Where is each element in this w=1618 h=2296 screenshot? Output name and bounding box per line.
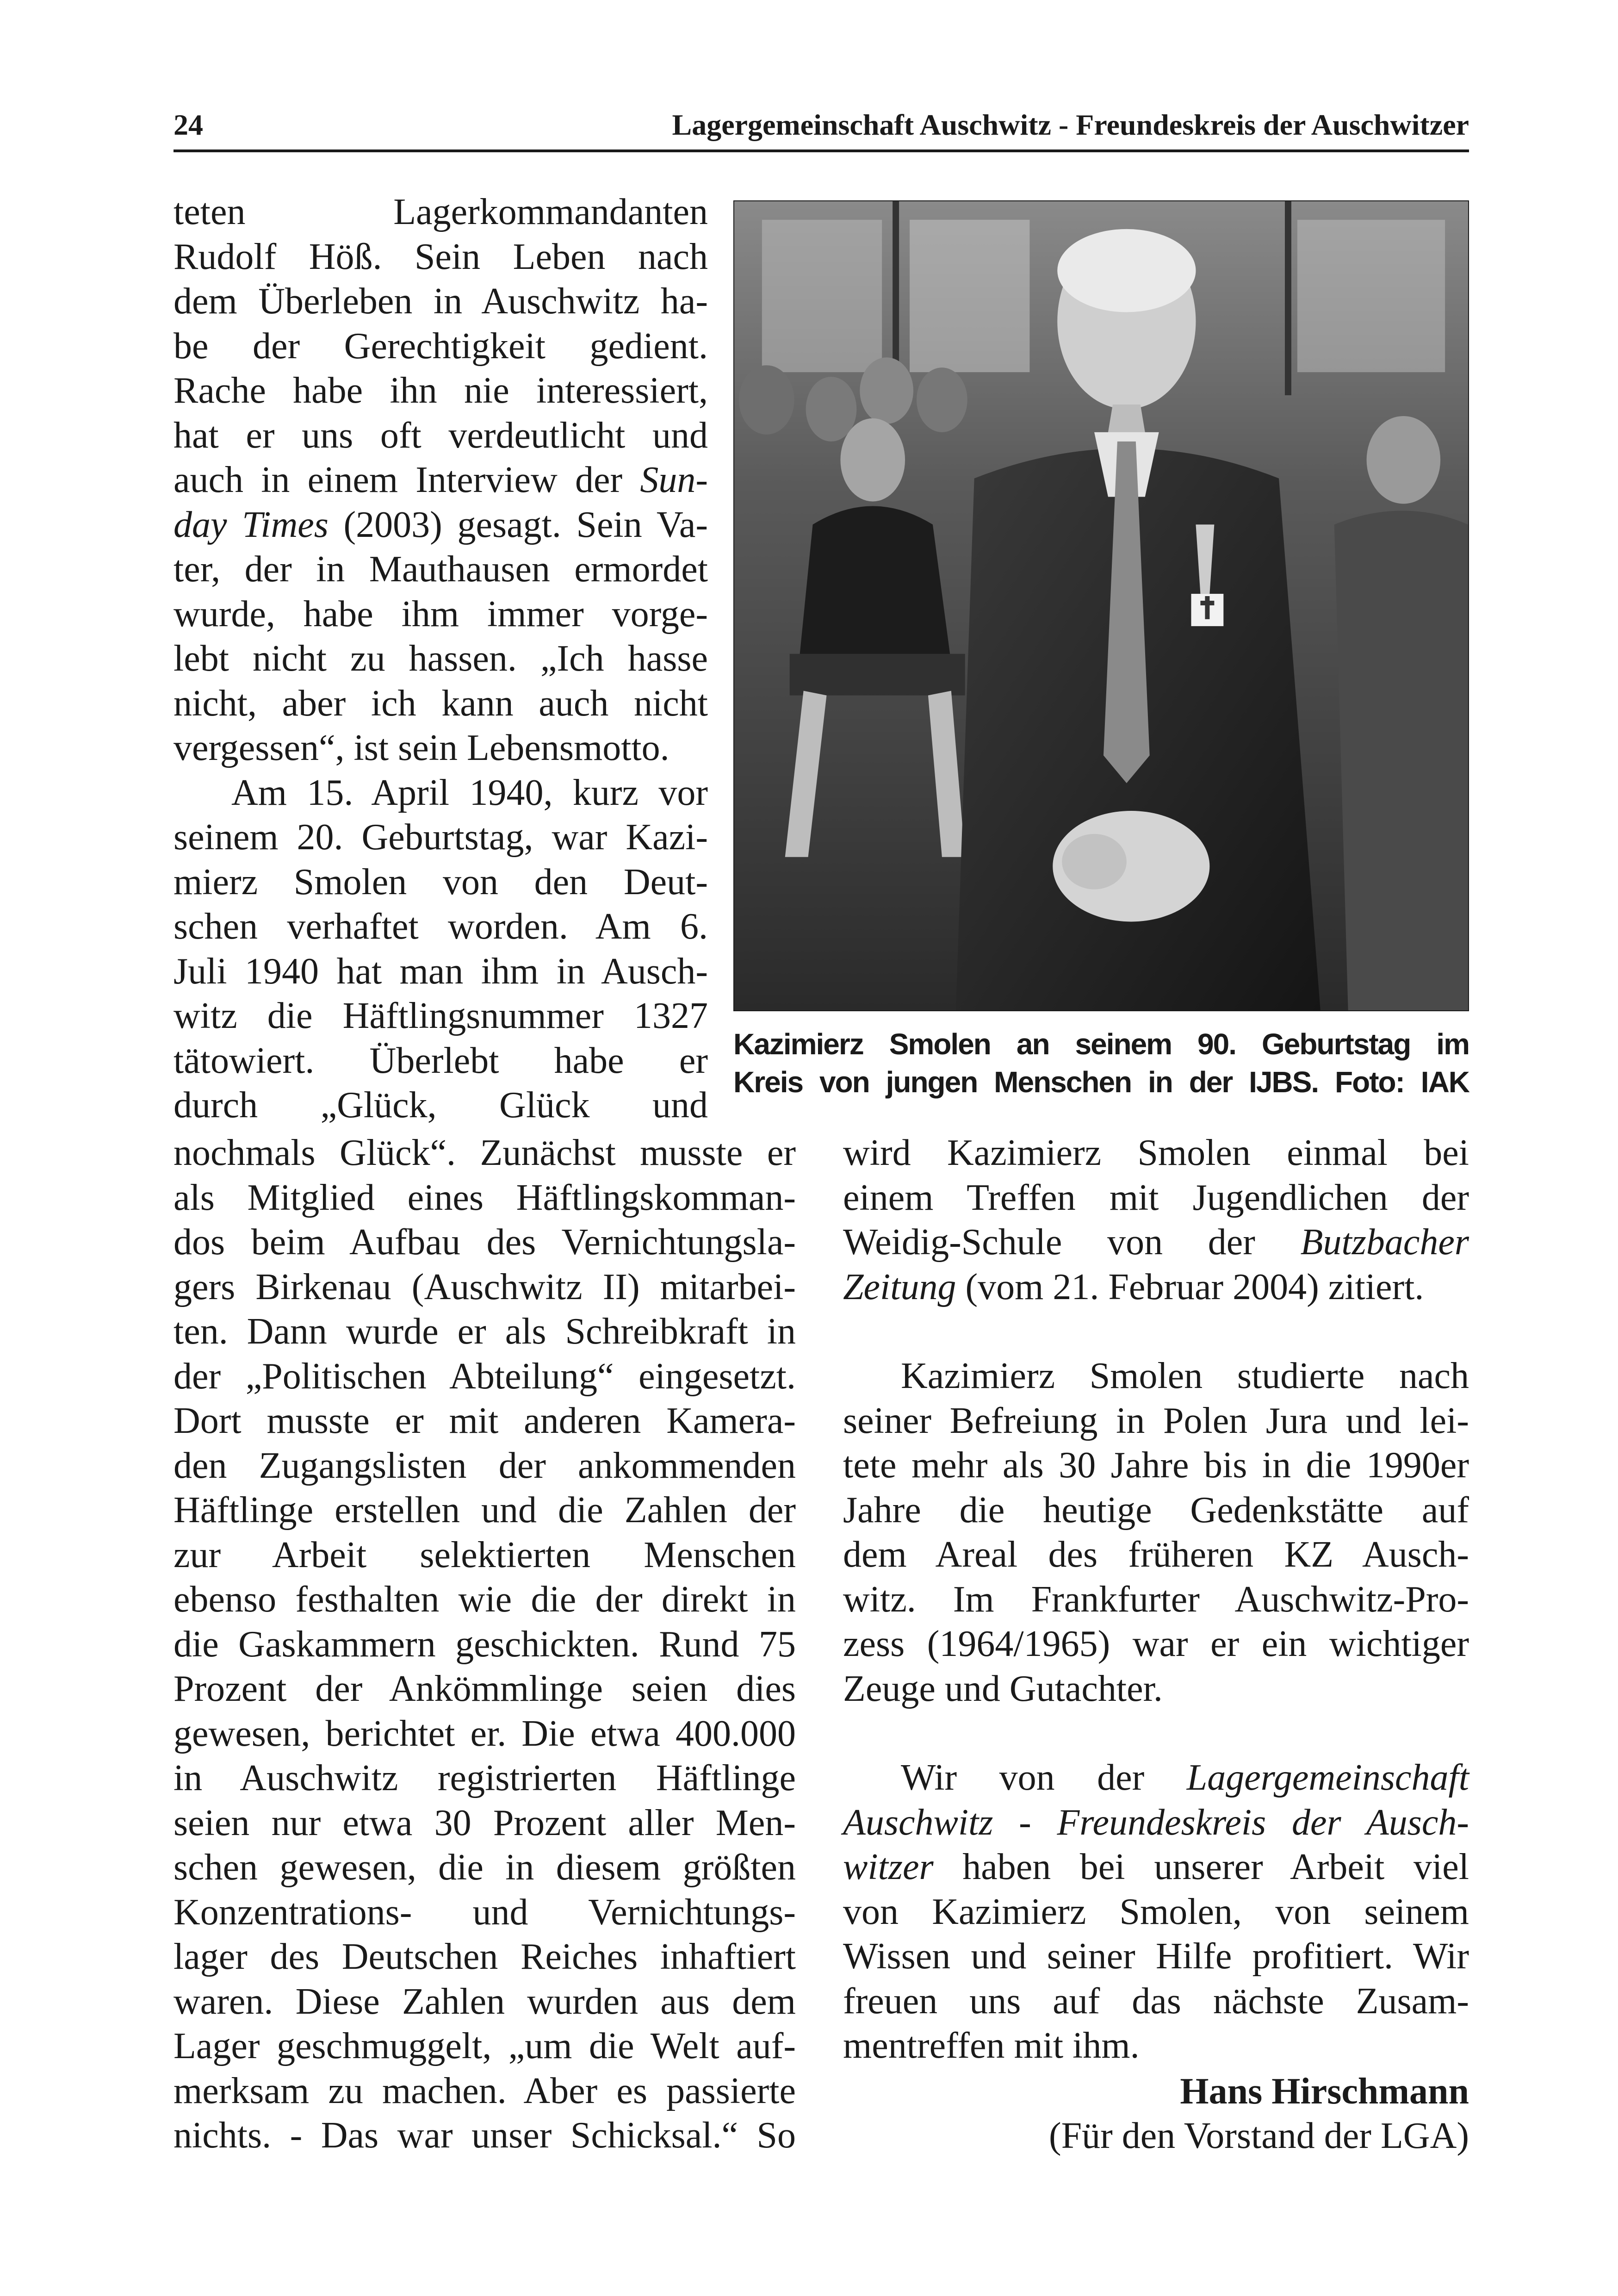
text-line: lebt nicht zu hassen. „Ich hasse [174,638,708,679]
text-line: nicht, aber ich kann auch nicht [174,683,708,724]
text-line: witz. Im Frankfurter Auschwitz-Pro- [843,1579,1469,1620]
text-line: ter, der in Mauthausen ermordet [174,549,708,590]
text-line: Zeitung (vom 21. Februar 2004) zitiert. [843,1266,1424,1307]
paragraph-gap [843,1309,1469,1354]
text-line: zur Arbeit selektierten Menschen [174,1534,796,1575]
text-line: be der Gerechtigkeit gedient. [174,325,708,367]
photo-caption [733,1025,1469,1101]
text-line [843,1800,1469,1845]
text-line: Rache habe ihn nie interessiert, [174,370,708,411]
text-line: als Mitglied eines Häftlingskomman- [174,1177,796,1218]
text-line: seiner Befreiung in Polen Jura und lei- [843,1400,1469,1441]
text-line: lager des Deutschen Reiches inhaftiert [174,1936,796,1977]
text-line: witzer haben bei unserer Arbeit viel [843,1847,1469,1887]
text-line: schen verhaftet worden. Am 6. [174,906,708,947]
italic-title: witzer [843,1847,934,1887]
text-line: dos beim Aufbau des Vernichtungsla- [174,1222,796,1263]
text-line: Häftlinge erstellen und die Zahlen der [174,1490,796,1531]
text-line: seien nur etwa 30 Prozent aller Men- [174,1802,796,1843]
italic-title: Sun- [640,460,708,500]
text-line: wurde, habe ihm immer vorge- [174,593,708,635]
left-column-top [174,190,708,1128]
text-line: zess (1964/1965) war er ein wichtiger [843,1624,1469,1664]
page-header [174,104,1469,146]
text-line: day Times (2003) gesagt. Sein Va- [174,504,708,545]
text-line: schen gewesen, die in diesem größten [174,1847,796,1888]
text-line: Rudolf Höß. Sein Leben nach [174,236,708,277]
text-line: waren. Diese Zahlen wurden aus dem [174,1981,796,2022]
text-line: dem Überleben in Auschwitz ha- [174,281,708,322]
photo-kazimierz-smolen [733,200,1469,1011]
text-line: Dort musste er mit anderen Kamera- [174,1400,796,1441]
text-line: von Kazimierz Smolen, von seinem [843,1891,1469,1932]
page-number: 24 [174,108,203,141]
left-column-bottom [174,1131,796,2158]
running-title: Lagergemeinschaft Auschwitz - Freundeskreis der Auschwitzer [672,108,1469,141]
text-line: ebenso festhalten wie die der direkt in [174,1579,796,1620]
text-line: der „Politischen Abteilung“ eingesetzt. [174,1356,796,1397]
text-line: witz die Häftlingsnummer 1327 [174,996,708,1036]
text-line: Prozent der Ankömmlinge seien dies [174,1668,796,1709]
right-column [843,1131,1469,2068]
text-line: die Gaskammern geschickten. Rund 75 [174,1624,796,1665]
signature-role: (Für den Vorstand der LGA) [1048,2116,1469,2156]
text-line: nichts. - Das war unser Schicksal.“ So [174,2115,796,2156]
italic-title: Lagergemeinschaft [1186,1757,1469,1798]
text-line: Konzentrations- und Vernichtungs- [174,1892,796,1933]
text-line: hat er uns oft verdeutlicht und [174,415,708,456]
text-line: dem Areal des früheren KZ Ausch- [843,1534,1469,1575]
text-line: gers Birkenau (Auschwitz II) mitarbei- [174,1266,796,1307]
italic-title: Auschwitz - Freundeskreis der Ausch- [843,1802,1469,1843]
caption-line: Kreis von jungen Menschen in der IJBS. Foto: IAK [733,1065,1469,1099]
text-line: einem Treffen mit Jugendlichen der [843,1177,1469,1218]
text-line: Kazimierz Smolen studierte nach [901,1356,1469,1396]
italic-title: day Times [174,504,329,545]
text-line: Juli 1940 hat man ihm in Ausch- [174,951,708,992]
text-line: in Auschwitz registrierten Häftlinge [174,1758,796,1798]
text-line: Lager geschmuggelt, „um die Welt auf- [174,2026,796,2066]
text-line: mierz Smolen von den Deut- [174,861,708,902]
header-rule [174,149,1469,152]
text-line: Wir von der Lagergemeinschaft [901,1757,1469,1798]
text-line: mentreffen mit ihm. [843,2025,1140,2066]
text-line: seinem 20. Geburtstag, war Kazi- [174,817,708,858]
text-line: merksam zu machen. Aber es passierte [174,2070,796,2111]
text-line: durch „Glück, Glück und [174,1085,708,1126]
caption-line: Kazimierz Smolen an seinem 90. Geburtstag im [733,1027,1469,1061]
text-line: tätowiert. Überlebt habe er [174,1040,708,1081]
text-line: nochmals Glück“. Zunächst musste er [174,1132,796,1173]
photo-illustration [734,201,1468,1010]
text-line: vergessen“, ist sein Lebensmotto. [174,728,670,768]
text-line: gewesen, berichtet er. Die etwa 400.000 [174,1713,796,1754]
text-line: Weidig-Schule von der Butzbacher [843,1222,1469,1263]
paragraph-gap [843,1711,1469,1755]
text-line: den Zugangslisten der ankommenden [174,1445,796,1486]
italic-title: Zeitung [843,1266,956,1307]
text-line: Am 15. April 1940, kurz vor [231,772,708,813]
text-line: Jahre die heutige Gedenkstätte auf [843,1489,1469,1531]
text-line: ten. Dann wurde er als Schreibkraft in [174,1311,796,1352]
text-line: wird Kazimierz Smolen einmal bei [843,1132,1469,1173]
italic-title: Butzbacher [1300,1222,1469,1263]
signature-name: Hans Hirschmann [1180,2071,1469,2112]
text-line: tete mehr als 30 Jahre bis in die 1990er [843,1445,1469,1486]
text-line: freuen uns auf das nächste Zusam- [843,1980,1469,2022]
text-line: teten Lagerkommandanten [174,192,708,232]
text-line: Wissen und seiner Hilfe profitiert. Wir [843,1936,1469,1977]
text-line: Zeuge und Gutachter. [843,1668,1163,1709]
text-line: auch in einem Interview der Sun- [174,460,708,500]
